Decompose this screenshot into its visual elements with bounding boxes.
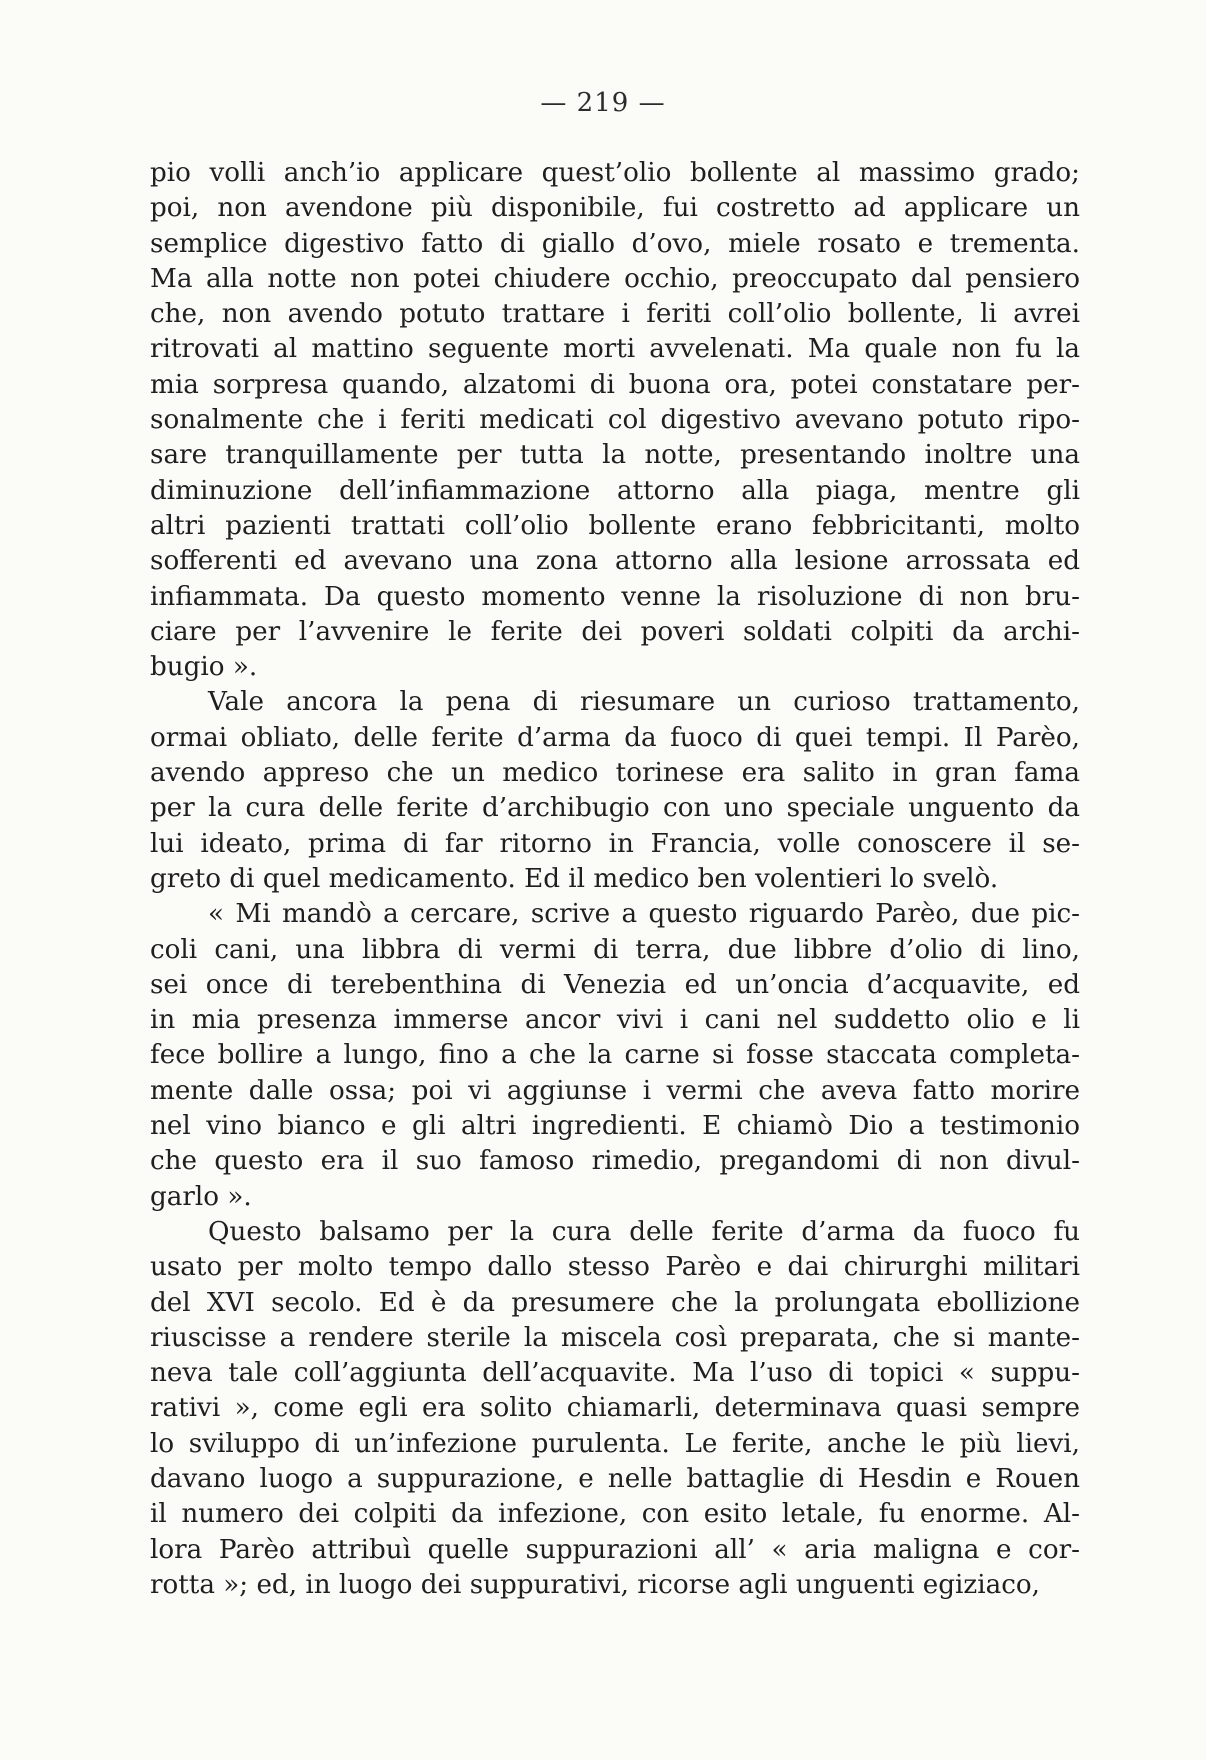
text-line: rotta »; ed, in luogo dei suppurativi, ricorse agli unguenti egiziaco, [150,1569,1040,1600]
paragraph [150,156,1080,685]
text-line: il numero dei colpiti da infezione, con esito letale, fu enorme. Al- [150,1499,1080,1530]
text-line: usato per molto tempo dallo stesso Parèo e dai chirurghi militari [150,1252,1080,1283]
text-line: lui ideato, prima di far ritorno in Francia, volle conoscere il se- [150,828,1080,859]
text-line: nel vino bianco e gli altri ingredienti. E chiamò Dio a testimonio [150,1111,1080,1142]
paragraph [150,685,1080,897]
text-line: sonalmente che i feriti medicati col digestivo avevano potuto ripo- [150,405,1080,436]
text-line: Ma alla notte non potei chiudere occhio, preoccupato dal pensiero [150,263,1080,294]
text-line: che questo era il suo famoso rimedio, pregandomi di non divul- [150,1146,1080,1177]
text-line: garlo ». [150,1181,252,1212]
text-line: semplice digestivo fatto di giallo d’ovo, miele rosato e trementa. [150,228,1080,259]
text-line: fece bollire a lungo, fino a che la carne si fosse staccata completa- [150,1040,1080,1071]
text-line: sofferenti ed avevano una zona attorno alla lesione arrossata ed [150,546,1080,577]
body-text [150,156,1080,1603]
text-line: lo sviluppo di un’infezione purulenta. Le ferite, anche le più lievi, [150,1428,1080,1459]
text-line: bugio ». [150,652,258,683]
text-line: sei once di terebenthina di Venezia ed un’oncia d’acquavite, ed [150,969,1080,1000]
text-line: infiammata. Da questo momento venne la risoluzione di non bru- [150,581,1080,612]
text-line: diminuzione dell’infiammazione attorno alla piaga, mentre gli [150,475,1080,506]
text-line: pio volli anch’io applicare quest’olio bollente al massimo grado; [150,158,1080,188]
text-line: neva tale coll’aggiunta dell’acquavite. Ma l’uso di topici « suppu- [150,1358,1080,1389]
text-line: poi, non avendone più disponibile, fui costretto ad applicare un [150,193,1080,224]
text-line: riuscisse a rendere sterile la miscela così preparata, che si mante- [150,1322,1080,1353]
text-line: Vale ancora la pena di riesumare un curioso trattamento, [208,687,1080,718]
text-line: ritrovati al mattino seguente morti avvelenati. Ma quale non fu la [150,334,1080,365]
text-line: « Mi mandò a cercare, scrive a questo riguardo Parèo, due pic- [208,899,1080,930]
text-line: sare tranquillamente per tutta la notte, presentando inoltre una [150,440,1080,471]
text-line: in mia presenza immerse ancor vivi i cani nel suddetto olio e li [150,1005,1080,1036]
text-line: Questo balsamo per la cura delle ferite d’arma da fuoco fu [208,1216,1080,1247]
text-line: per la cura delle ferite d’archibugio con uno speciale unguento da [150,793,1080,824]
text-line: altri pazienti trattati coll’olio bollente erano febbricitanti, molto [150,510,1080,541]
text-line: lora Parèo attribuì quelle suppurazioni all’ « aria maligna e cor- [150,1534,1080,1565]
text-line: rativi », come egli era solito chiamarli, determinava quasi sempre [150,1393,1080,1424]
text-line: mente dalle ossa; poi vi aggiunse i vermi che aveva fatto morire [150,1075,1080,1106]
paragraph [150,897,1080,1215]
text-line: davano luogo a suppurazione, e nelle battaglie di Hesdin e Rouen [150,1463,1080,1494]
text-line: mia sorpresa quando, alzatomi di buona ora, potei constatare per- [150,369,1080,400]
text-line: ormai obliato, delle ferite d’arma da fuoco di quei tempi. Il Parèo, [150,722,1080,753]
text-line: avendo appreso che un medico torinese era salito in gran fama [150,758,1080,789]
text-line: del XVI secolo. Ed è da presumere che la prolungata ebollizione [150,1287,1080,1318]
text-line: che, non avendo potuto trattare i feriti coll’olio bollente, li avrei [150,299,1080,330]
text-line: coli cani, una libbra di vermi di terra, due libbre d’olio di lino, [150,934,1080,965]
page-number: — 219 — [540,88,666,118]
text-line: ciare per l’avvenire le ferite dei poveri soldati colpiti da archi- [150,616,1080,647]
paragraph [150,1215,1080,1603]
text-line: greto di quel medicamento. Ed il medico ben volentieri lo svelò. [150,863,999,894]
